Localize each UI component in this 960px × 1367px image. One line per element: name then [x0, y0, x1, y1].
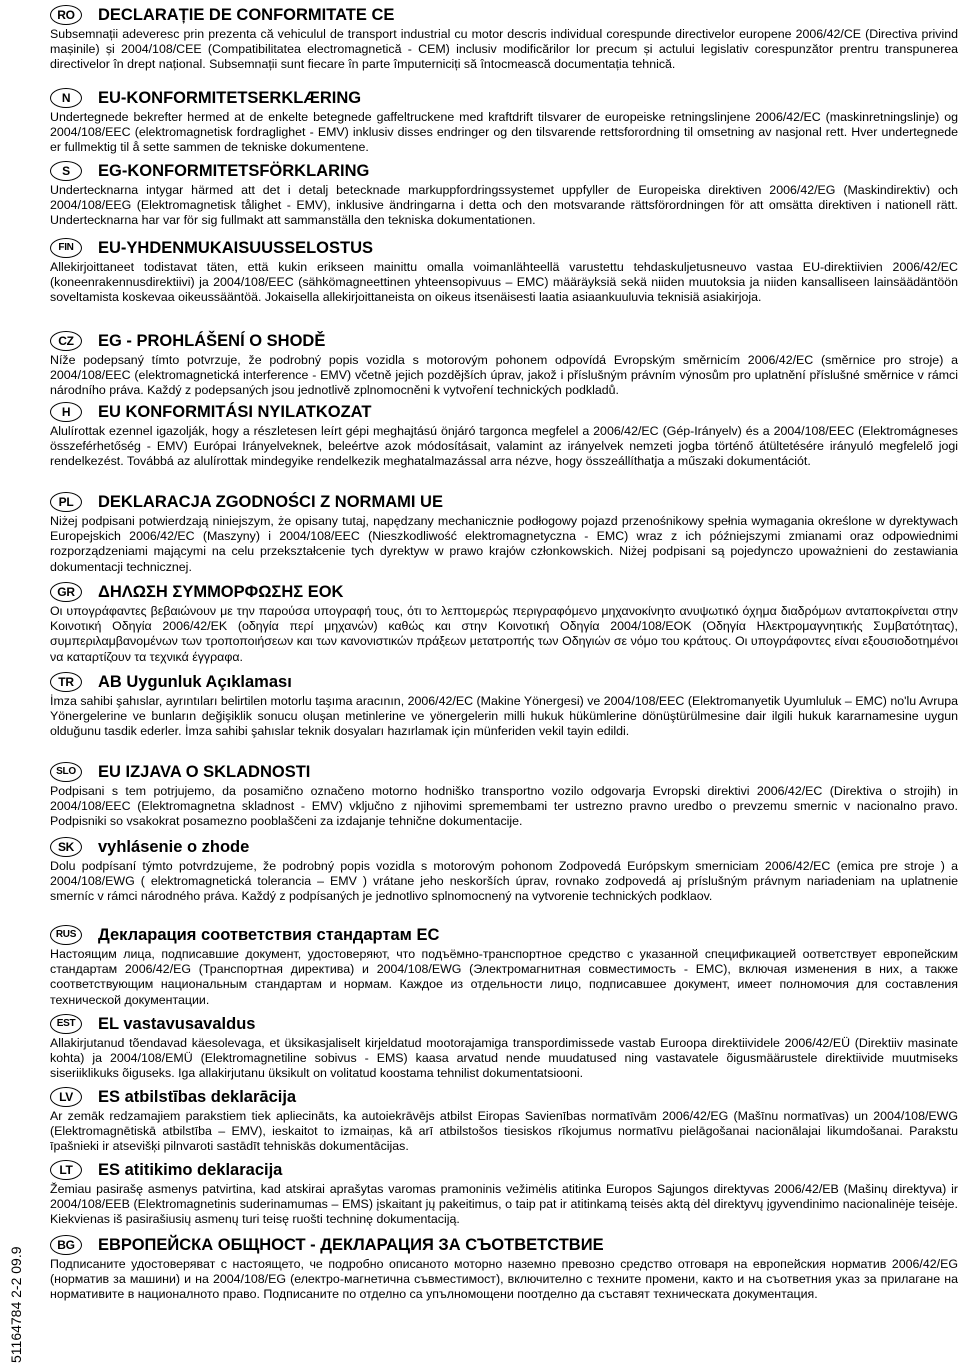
language-badge-sk: SK [50, 837, 82, 857]
section-body-text: Allekirjoittaneet todistavat täten, että kukin erikseen mainittu omalla voimanlähteellä varustettu tehdaskuljetusneuvo vastaa EU-direktiivien 2006/42/EC (koneenrakennusdirektiivi) ja 2004/108/EEC (sähkömagneettinen yhteensopivuus – EMC) määräyksiä sekä niiden muutoksia ja niiden kansalliseen lainsäädäntöön soveltamista koskevaa oikeussääntöä. Jokaisella allekirjoittaneista on oikeus itsenäisesti laatia asiaankuuluvia teknisiä asiakirjoja. [50, 260, 958, 305]
section-body-text: Žemiau pasirašę asmenys patvirtina, kad atskirai aprašytas varomas pramoninis vežimėlis atitinka Europos Sąjungos direktyvas 2006/42/EB (Mašinų direktyva) ir 2004/108/EEB (Elektromagnetinis suderinamumas – EMS) įskaitant jų pakeitimus, o taip pat ir atitinkamą teisės aktą dėl direktyvų įgyvendinimo nacionalinėje teisėje. Kiekvienas iš pasirašiusių asmenų turi teisę ruošti techninę dokumentaciją. [50, 1182, 958, 1227]
section-heading: DEKLARACJA ZGODNOŚCI Z NORMAMI UE [98, 493, 443, 511]
section-s [50, 161, 958, 229]
language-badge-pl: PL [50, 492, 82, 512]
section-body-text: Podpisani s tem potrjujemo, da posamično označeno motorno hodniško transportno vozilo odgovarja Evropski direktivi 2006/42/EC (Direktiva o strojih) in 2004/108/EEC (Elektromagnetna skladnost - EMV) vključno z njihovimi spremembami ter ustrezno pravno uredbo o prevzemu smernic v nacionalno pravo. Podpisniki so vsakokrat posamezno pooblaščeni za izdajanje tehnične dokumentacije. [50, 784, 958, 829]
section-body-text: Alulírottak ezennel igazolják, hogy a részletesen leírt gépi meghajtású önjáró targonca megfelel a 2006/42/EC (Gép-Irányelv) és a 2004/108/EEC (Elektromágneses összeférhetőség - EMV) Európai Irányelveknek, beleértve azok módosításait, valamint az irányelvek nemzeti jogba történő átültetésére irányuló megfelelő jogi rendelkezést. Továbbá az alulírottak mindegyike rendelkezik meghatalmazással arra nézve, hogy összeállíthatja a műszaki dokumentációt. [50, 424, 958, 469]
section-heading: EU-YHDENMUKAISUUSSELOSTUS [98, 239, 374, 257]
section-pl [50, 492, 958, 575]
section-body-text: Подписаните удостоверяват с настоящето, че подробно описаното моторно наземно превозно средство отговаря на европейския норматив 2006/42/EG (норматив за машини) и на 2004/108/EG (електро-магнетична съвместимост), включително с техните промени, както и на съответния указ за прилагане на нормативите в националното право. Подписаните по отделно са упълномощени поотделно да съставят техническата документация. [50, 1257, 958, 1302]
section-lv [50, 1087, 958, 1155]
section-sk [50, 837, 958, 905]
section-lt [50, 1160, 958, 1228]
section-body-text: Настоящим лица, подписавшие документ, удостоверяют, что подъёмно-транспортное средство с указанной спецификацией оответствует европейским стандартам 2006/42/EG (Транспортная директива) и 2004/108/EWG (Электромагнитная совместимость - EMC), включая изменения в них, а также соответствующим национальным стандартам и нормам. Каждое из отдельности лицо, подписавшее документ, имеет полномочия для составления технической документации. [50, 947, 958, 1007]
language-badge-slo: SLO [50, 762, 82, 782]
section-heading: EU IZJAVA O SKLADNOSTI [98, 763, 311, 781]
language-badge-est: EST [50, 1014, 82, 1034]
language-badge-bg: BG [50, 1235, 82, 1255]
section-body-text: Dolu podpísaní týmto potvrdzujeme, že podrobný popis vozidla s motorovým pohonom Zodpovedá Európskym smerniciam 2006/42/EC (emica pre stroje ) a 2004/108/EWG ( elektromagnetická tolerancia – EMV ) vrátane jeho neskorších úprav, rovnako zodpovedá aj príslušným právnym nariadeniam na uplatnenie smerníc v rámci národného práva. Každý z podpísaných je jednotlivo splnomocnený na vytvorenie technických podklaov. [50, 859, 958, 904]
section-bg [50, 1235, 958, 1303]
section-heading: EG-KONFORMITETSFÖRKLARING [98, 162, 370, 180]
section-heading: DECLARAȚIE DE CONFORMITATE CE [98, 6, 395, 24]
language-badge-s: S [50, 161, 82, 181]
section-heading: EU-KONFORMITETSERKLÆRING [98, 89, 362, 107]
language-badge-fin: FIN [50, 238, 82, 258]
section-heading: ЕВРОПЕЙСКА ОБЩНОСТ - ДЕКЛАРАЦИЯ ЗА СЪОТВЕТСТВИЕ [98, 1236, 604, 1254]
section-body-text: Οι υπογράφαντες βεβαιώνουν με την παρούσα υπογραφή τους, ότι το λεπτομερώς περιγραφόμενο μηχανοκίνητο ανυψωτικό όχημα διαδρόμων ανταποκρίνεται στην Κοινοτική Οδηγία 2006/42/ΕΚ (οδηγία περί μηχανών) καθώς και στην Κοινοτική Οδηγία 2004/108/ΕΟΚ (Οδηγία Ηλεκτρομαγνητικής Συμβατότητας), συμπεριλαμβανομένων των τροποποιήσεων και των κανονιστικών πράξεων μετατροπής των Οδηγιών σε νόμο του κράτους. Οι υπογράφοντες είναι εξουσιοδοτημένοι να καταρτίζουν τα τεχνικά έγγραφα. [50, 604, 958, 664]
language-badge-lv: LV [50, 1087, 82, 1107]
section-heading: Декларация соответствия стандартам ЕС [98, 926, 440, 944]
section-body-text: Ar zemāk redzamajiem parakstiem tiek apliecināts, ka autoiekrāvējs atbilst Eiropas Savienības normatīvām 2006/42/EG (Mašīnu normatīvas) un 2004/108/EWG (Elektromagnētiskā atbilstība – EMV), ieskaitot to izmaiņas, kā arī atbilstošos tiesiskos rīkojumus normatīvu pielāgošanai nacionālajai likumdošanai. Parakstu īpašnieki ir atsevišķi pilnvaroti sastādīt tehniskās dokumentācijas. [50, 1109, 958, 1154]
document-code: 51164784 2-2 09.9 [8, 1246, 24, 1363]
section-fin [50, 238, 958, 306]
language-badge-tr: TR [50, 672, 82, 692]
section-heading: AB Uygunluk Açıklaması [98, 673, 292, 691]
section-cz [50, 331, 958, 399]
section-heading: EU KONFORMITÁSI NYILATKOZAT [98, 403, 372, 421]
section-body-text: Undertecknarna intygar härmed att det i detalj betecknade markuppfordringssystemet uppfyller de Europeiska direktiven 2006/42/EG (Maskindirektiv) och 2004/108/EEG (Elektromagnetisk tålighet - EMV), inklusive ändringarna i detta och den motsvarande rättsförordningen för att omsätta direktiven i nationell rätt. Undertecknarna har var för sig fullmakt att sammanställa den tekniska dokumentationen. [50, 183, 958, 228]
section-heading: EL vastavusavaldus [98, 1015, 256, 1033]
language-badge-cz: CZ [50, 331, 82, 351]
language-badge-h: H [50, 402, 82, 422]
section-body-text: Undertegnede bekrefter hermed at de enkelte betegnede gaffeltruckene med kraftdrift tilsvarer de europeiske retningslinjene 2006/42/EC (maskinretningslinje) og 2004/108/EEC (elektromagnetisk fordraglighet - EMV) inklusiv disses endringer og den tilsvarende rettsforordning til omsetning av nasjonal rett. Hver undertegnede er fullmektig til å sette sammen de tekniske dokumentene. [50, 110, 958, 155]
section-heading: EG - PROHLÁŠENÍ O SHODĚ [98, 332, 326, 350]
language-badge-ro: RO [50, 5, 82, 25]
section-tr [50, 672, 958, 740]
language-badge-gr: GR [50, 582, 82, 602]
section-n [50, 88, 958, 156]
section-body-text: Niżej podpisani potwierdzają niniejszym, że opisany tutaj, napędzany mechanicznie podłogowy pojazd przenośnikowy spełnia wymagania określone w dyrektywach Europejskich 2006/42/EC (Maszyny) i 2004/108/EEC (Nieszkodliwość elektromagnetyczna - EMC) wraz z ich późniejszymi zmianami oraz odpowiednimi rozporządzeniami mającymi na celu przekształcenie tych dyrektyw w prawo krajów członkowskich. Niżej podpisani są pojedynczo upoważnieni do zestawiania dokumentacji technicznej. [50, 514, 958, 574]
section-slo [50, 762, 958, 830]
section-heading: vyhlásenie o zhode [98, 838, 250, 856]
section-est [50, 1014, 958, 1082]
section-ro [50, 5, 958, 73]
section-body-text: Allakirjutanud tõendavad käesolevaga, et üksikasjaliselt kirjeldatud mootorajamiga transpordimissede vastab Euroopa direktiividele 2006/42/EÜ (Direktiiv masinate kohta) ja 2004/108/EMÜ (Elektromagnetiline sobivus - EMS) kaasa arvatud nende muudatused ning vastavatele õigusmäärustele direktiivide muutmiseks siseriiklikuks õiguseks. Iga allakirjutanu üksikult on volitatud koostama tehnilist dokumentatsiooni. [50, 1036, 958, 1081]
section-h [50, 402, 958, 470]
section-body-text: Subsemnații adeveresc prin prezenta că vehiculul de transport industrial cu motor descris individual corespunde directivelor europene 2006/42/CE (Directiva privind mașinile) și 2004/108/CEE (Compatibilitatea electromagnetică - CEM) inclusiv modificărilor lor precum și actului legislativ corespunzător prentru transpunerea directivelor în drept național. Subsemnații sunt fiecare în parte împuterniciți să întocmească documentația tehnică. [50, 27, 958, 72]
section-heading: ΔΗΛΩΣΗ ΣΥΜΜΟΡΦΩΣΗΣ ΕΟΚ [98, 583, 344, 601]
language-badge-lt: LT [50, 1160, 82, 1180]
section-body-text: İmza sahibi şahıslar, ayrıntıları belirtilen motorlu taşıma aracının, 2006/42/EC (Makine Yönergesi) ve 2004/108/EEC (Elektromanyetik Uyumluluk – EMC) no'lu Avrupa Yönergelerine ve bunların değişiklik sonucu oluşan metinlerine ve yönergelerin milli hukuk hükümlerine dönüştürülmesine dair ilgili hukuk kararnamesine uygun olduğunu tasdik ederler. İmza sahibi şahıslar teknik dosyaları hazırlamak için münferiden vekil tayin edildi. [50, 694, 958, 739]
section-rus [50, 925, 958, 1008]
section-heading: ES atitikimo deklaracija [98, 1161, 283, 1179]
language-badge-n: N [50, 88, 82, 108]
section-gr [50, 582, 958, 665]
section-heading: ES atbilstības deklarācija [98, 1088, 297, 1106]
section-body-text: Níže podepsaný tímto potvrzuje, že podrobný popis vozidla s motorovým pohonem odpovídá Evropským směrnicím 2006/42/EC (směrnice pro stroje) a 2004/108/EEC (elektromagnetická interference - EMV) včetně jejich pozdějších úprav, jakož i příslušným právním výnosům pro uplatnění příslušné směrnice v rámci národního práva. Každý z podepsaných jsou jednotlivě zplnomocněni k vytvoření technických podkladů. [50, 353, 958, 398]
language-badge-rus: RUS [50, 925, 82, 945]
